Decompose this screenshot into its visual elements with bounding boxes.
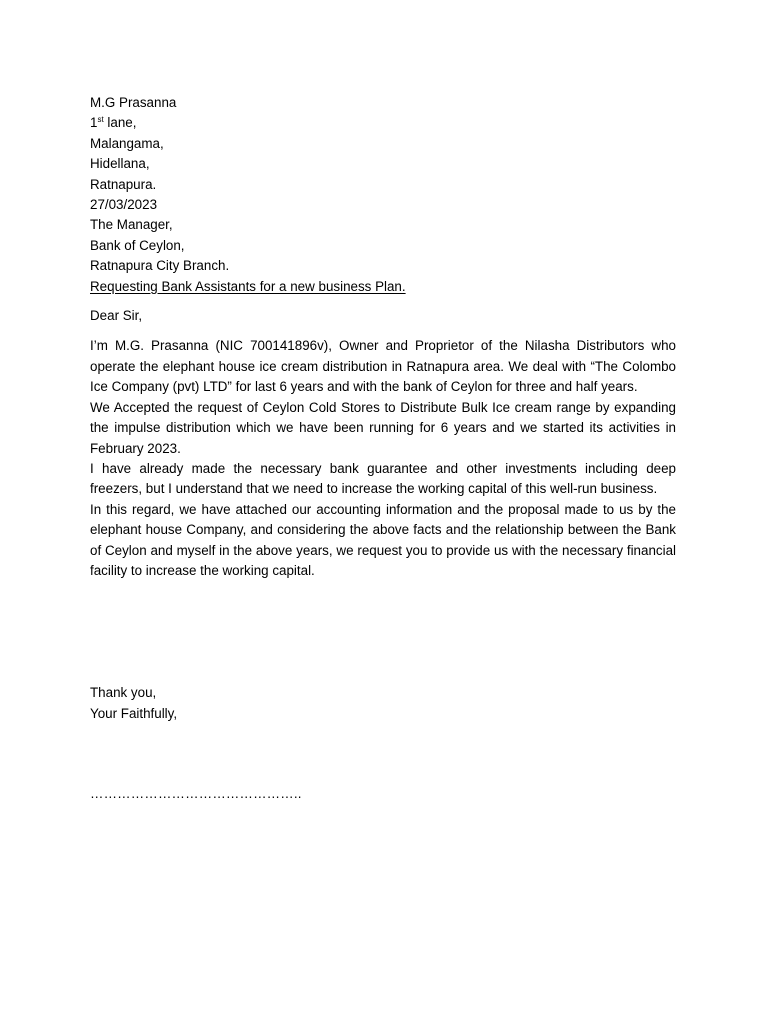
sender-address-line3: Hidellana, — [90, 156, 150, 172]
signature-line: ……………………………………….. — [90, 786, 302, 802]
sender-address-lane — [90, 113, 676, 133]
recipient-address — [90, 215, 676, 276]
paragraph-distribution: We Accepted the request of Ceylon Cold Stores to Distribute Bulk Ice cream range by expanding the impulse distribution which we have been running for 6 years and we started its activities in February 2023. — [90, 399, 676, 456]
letter-closing — [90, 683, 676, 724]
lane-suffix: st — [97, 115, 104, 125]
letter-subject: Requesting Bank Assistants for a new business Plan. — [90, 278, 406, 294]
recipient-line1: The Manager, — [90, 217, 173, 233]
sender-name: M.G Prasanna — [90, 95, 177, 110]
paragraph-investments: I have already made the necessary bank guarantee and other investments including deep freezers, but I understand that we need to increase the working capital of this well-run business. — [90, 460, 676, 497]
paragraph-introduction: I’m M.G. Prasanna (NIC 700141896v), Owner and Proprietor of the Nilasha Distributors who operate the elephant house ice cream distribution in Ratnapura area. We deal with “The Colombo Ice Company (pvt) LTD” for last 6 years and with the bank of Ceylon for three and half years. — [90, 338, 676, 395]
letter-body — [90, 93, 676, 805]
paragraph-request: In this regard, we have attached our accounting information and the proposal made to us by the elephant house Company, and considering the above facts and the relationship between the Bank of Ceylon and myself in the above years, we request you to provide us with the necessary financial facility to increase the working capital. — [90, 501, 676, 578]
lane-number: 1 — [90, 115, 98, 131]
salutation: Dear Sir, — [90, 308, 143, 324]
sender-address — [90, 93, 676, 195]
sender-address-line4: Ratnapura. — [90, 176, 157, 192]
lane-text: lane, — [103, 115, 137, 131]
closing-thanks: Thank you, — [90, 685, 157, 701]
sender-address-line2: Malangama, — [90, 135, 164, 151]
letter-date: 27/03/2023 — [90, 197, 158, 213]
letter-paragraphs — [90, 336, 676, 581]
closing-signoff: Your Faithfully, — [90, 705, 178, 721]
recipient-line3: Ratnapura City Branch. — [90, 258, 230, 274]
recipient-line2: Bank of Ceylon, — [90, 237, 185, 253]
